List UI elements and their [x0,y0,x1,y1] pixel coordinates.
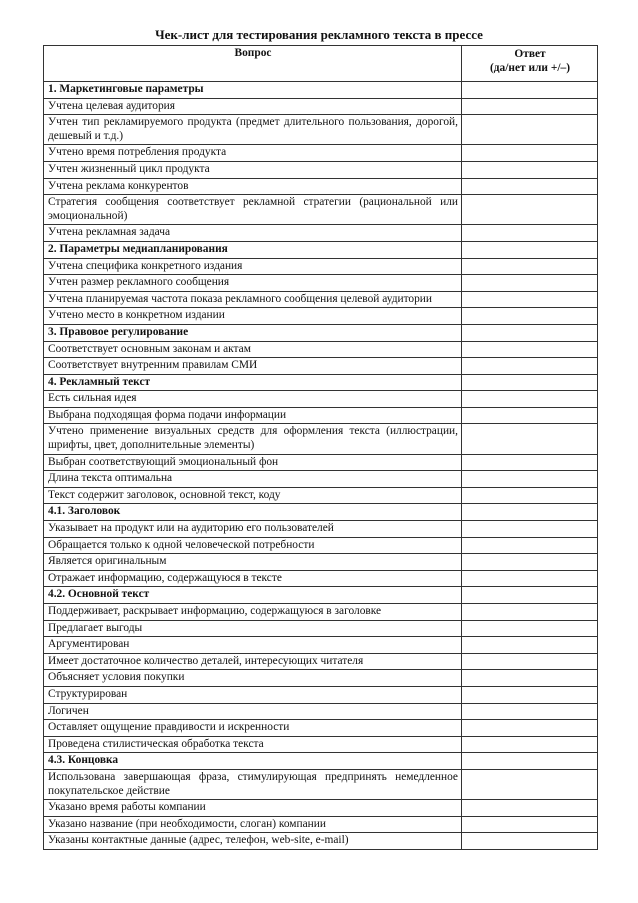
page-title: Чек-лист для тестирования рекламного текста в прессе [155,27,483,42]
answer-cell[interactable] [462,653,598,670]
section-header-row [44,374,598,391]
answer-cell[interactable] [462,537,598,554]
answer-cell[interactable] [462,736,598,753]
checklist-question: Учтено время потребления продукта [44,145,462,162]
checklist-question: Учтена рекламная задача [44,225,462,242]
checklist-row [44,554,598,571]
checklist-row [44,521,598,538]
checklist-question: Выбран соответствующий эмоциональный фон [44,454,462,471]
answer-cell[interactable] [462,178,598,195]
checklist-row [44,686,598,703]
checklist-row [44,604,598,621]
answer-cell[interactable] [462,487,598,504]
answer-cell[interactable] [462,241,598,258]
answer-cell[interactable] [462,358,598,375]
answer-cell[interactable] [462,504,598,521]
checklist-row [44,178,598,195]
checklist-row [44,275,598,292]
answer-header-label: Ответ [514,48,546,60]
answer-cell[interactable] [462,753,598,770]
checklist-question: Учтена специфика конкретного издания [44,258,462,275]
answer-cell[interactable] [462,521,598,538]
answer-cell[interactable] [462,833,598,850]
checklist-row [44,653,598,670]
checklist-question: Стратегия сообщения соответствует рекламной стратегии (рациональной или эмоциональной) [44,195,462,225]
checklist-question: Указывает на продукт или на аудиторию его пользователей [44,521,462,538]
checklist-question: Учтен тип рекламируемого продукта (предмет длительного пользования, дорогой, дешевый и т.д.) [44,115,462,145]
checklist-row [44,720,598,737]
checklist-row [44,161,598,178]
answer-cell[interactable] [462,98,598,115]
checklist-row [44,115,598,145]
checklist-row [44,98,598,115]
answer-cell[interactable] [462,454,598,471]
section-title: 1. Маркетинговые параметры [44,82,462,99]
checklist-question: Учтен размер рекламного сообщения [44,275,462,292]
checklist-row [44,769,598,799]
checklist-row [44,570,598,587]
checklist-question: Учтено применение визуальных средств для оформления текста (иллюстрации, шрифты, цвет, дополнительные элементы) [44,424,462,454]
checklist-row [44,703,598,720]
checklist-row [44,800,598,817]
checklist-question: Указано название (при необходимости, слоган) компании [44,816,462,833]
answer-column-header [462,46,598,82]
checklist-question: Учтен жизненный цикл продукта [44,161,462,178]
checklist-row [44,407,598,424]
answer-cell[interactable] [462,145,598,162]
checklist-row [44,637,598,654]
checklist-question: Обращается только к одной человеческой потребности [44,537,462,554]
answer-cell[interactable] [462,275,598,292]
checklist-row [44,195,598,225]
table-header-row [44,46,598,82]
answer-cell[interactable] [462,686,598,703]
answer-cell[interactable] [462,407,598,424]
checklist-row [44,424,598,454]
section-header-row [44,504,598,521]
checklist-question: Оставляет ощущение правдивости и искренности [44,720,462,737]
checklist-row [44,291,598,308]
checklist-question: Соответствует основным законам и актам [44,341,462,358]
checklist-row [44,471,598,488]
answer-cell[interactable] [462,291,598,308]
checklist-question: Есть сильная идея [44,391,462,408]
answer-header-hint: (да/нет или +/–) [490,62,570,74]
section-title: 4.1. Заголовок [44,504,462,521]
answer-cell[interactable] [462,391,598,408]
checklist-row [44,487,598,504]
checklist-table [43,45,598,850]
checklist-row [44,454,598,471]
answer-cell[interactable] [462,800,598,817]
answer-cell[interactable] [462,703,598,720]
section-title: 4. Рекламный текст [44,374,462,391]
answer-cell[interactable] [462,324,598,341]
answer-cell[interactable] [462,816,598,833]
checklist-question: Структурирован [44,686,462,703]
checklist-row [44,391,598,408]
checklist-question: Поддерживает, раскрывает информацию, содержащуюся в заголовке [44,604,462,621]
checklist-question: Имеет достаточное количество деталей, интересующих читателя [44,653,462,670]
checklist-question: Длина текста оптимальна [44,471,462,488]
checklist-row [44,258,598,275]
section-header-row [44,241,598,258]
answer-cell[interactable] [462,195,598,225]
answer-cell[interactable] [462,670,598,687]
question-column-header: Вопрос [44,46,462,82]
checklist-row [44,145,598,162]
checklist-question: Соответствует внутренним правилам СМИ [44,358,462,375]
checklist-question: Использована завершающая фраза, стимулирующая предпринять немедленное покупательское действие [44,769,462,799]
answer-cell[interactable] [462,341,598,358]
answer-cell[interactable] [462,554,598,571]
checklist-row [44,670,598,687]
checklist-question: Учтена планируемая частота показа рекламного сообщения целевой аудитории [44,291,462,308]
checklist-question: Предлагает выгоды [44,620,462,637]
checklist-question: Является оригинальным [44,554,462,571]
answer-cell[interactable] [462,82,598,99]
answer-cell[interactable] [462,570,598,587]
checklist-row [44,358,598,375]
section-title: 2. Параметры медиапланирования [44,241,462,258]
checklist-row [44,308,598,325]
answer-cell[interactable] [462,161,598,178]
checklist-question: Текст содержит заголовок, основной текст, коду [44,487,462,504]
answer-cell[interactable] [462,424,598,454]
answer-cell[interactable] [462,620,598,637]
answer-cell[interactable] [462,587,598,604]
answer-cell[interactable] [462,115,598,145]
checklist-question: Выбрана подходящая форма подачи информации [44,407,462,424]
checklist-row [44,620,598,637]
answer-cell[interactable] [462,471,598,488]
section-header-row [44,753,598,770]
answer-cell[interactable] [462,258,598,275]
answer-cell[interactable] [462,604,598,621]
checklist-question: Учтена реклама конкурентов [44,178,462,195]
checklist-question: Аргументирован [44,637,462,654]
answer-cell[interactable] [462,720,598,737]
section-header-row [44,82,598,99]
checklist-row [44,736,598,753]
checklist-question: Объясняет условия покупки [44,670,462,687]
section-header-row [44,324,598,341]
section-title: 4.2. Основной текст [44,587,462,604]
section-title: 4.3. Концовка [44,753,462,770]
answer-cell[interactable] [462,308,598,325]
checklist-row [44,537,598,554]
checklist-row [44,341,598,358]
answer-cell[interactable] [462,374,598,391]
answer-cell[interactable] [462,225,598,242]
checklist-question: Указано время работы компании [44,800,462,817]
answer-cell[interactable] [462,637,598,654]
checklist-question: Учтено место в конкретном издании [44,308,462,325]
section-title: 3. Правовое регулирование [44,324,462,341]
section-header-row [44,587,598,604]
checklist-question: Логичен [44,703,462,720]
checklist-body [44,82,598,850]
checklist-row [44,816,598,833]
checklist-question: Отражает информацию, содержащуюся в тексте [44,570,462,587]
checklist-row [44,225,598,242]
answer-cell[interactable] [462,769,598,799]
checklist-question: Проведена стилистическая обработка текста [44,736,462,753]
checklist-row [44,833,598,850]
checklist-question: Указаны контактные данные (адрес, телефон, web-site, e-mail) [44,833,462,850]
checklist-question: Учтена целевая аудитория [44,98,462,115]
